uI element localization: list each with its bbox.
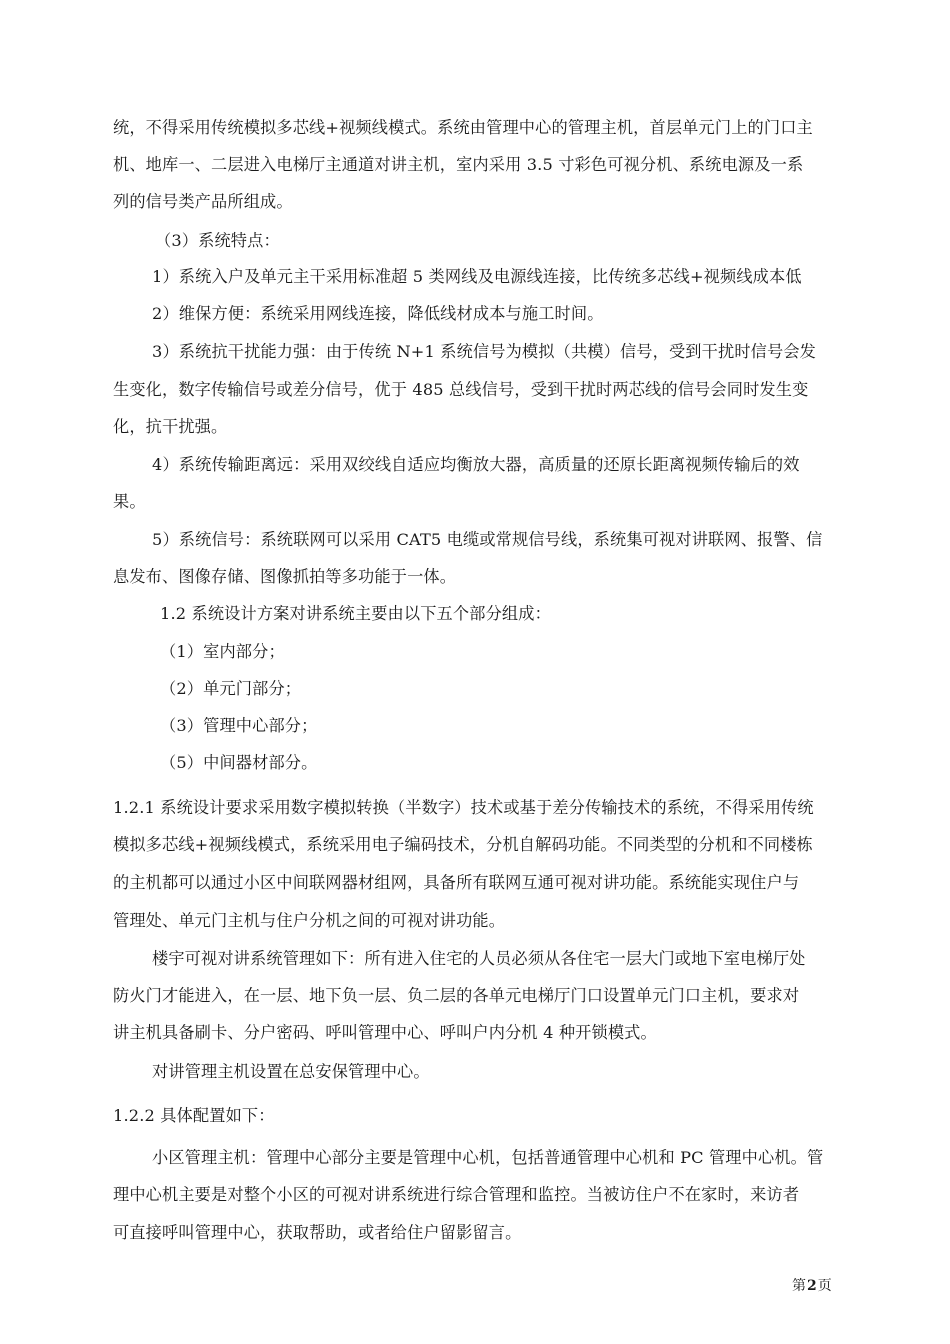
body-line: 模拟多芯线+视频线模式，系统采用电子编码技术，分机自解码功能。不同类型的分机和不同楼栋 xyxy=(113,835,813,854)
body-line: 的主机都可以通过小区中间联网器材组网，具备所有联网互通可视对讲功能。系统能实现住户与 xyxy=(113,873,800,892)
body-line: 讲主机具备刷卡、分户密码、呼叫管理中心、呼叫户内分机 4 种开锁模式。 xyxy=(113,1023,657,1042)
page-prefix: 第 xyxy=(792,1278,806,1294)
list-item: （3）管理中心部分； xyxy=(160,716,318,735)
list-item: 5）系统信号：系统联网可以采用 CAT5 电缆或常规信号线，系统集可视对讲联网、报警、信 xyxy=(152,530,823,549)
body-line: 对讲管理主机设置在总安保管理中心。 xyxy=(152,1062,430,1081)
body-line: 可直接呼叫管理中心，获取帮助，或者给住户留影留言。 xyxy=(113,1223,522,1242)
section-heading: 1.2.2 具体配置如下： xyxy=(113,1106,275,1125)
page-suffix: 页 xyxy=(817,1278,832,1294)
section-heading: 1.2 系统设计方案对讲系统主要由以下五个部分组成： xyxy=(160,604,551,623)
body-line: 统，不得采用传统模拟多芯线+视频线模式。系统由管理中心的管理主机，首层单元门上的门口主 xyxy=(113,118,813,137)
list-item: 2）维保方便：系统采用网线连接，降低线材成本与施工时间。 xyxy=(152,304,604,323)
body-line: 管理处、单元门主机与住户分机之间的可视对讲功能。 xyxy=(113,911,506,930)
page-footer xyxy=(792,1277,832,1295)
body-line: 生变化，数字传输信号或差分信号，优于 485 总线信号，受到干扰时两芯线的信号会同时发生变 xyxy=(113,380,809,399)
body-line: 楼宇可视对讲系统管理如下：所有进入住宅的人员必须从各住宅一层大门或地下室电梯厅处 xyxy=(152,949,806,968)
section-heading: （3）系统特点： xyxy=(155,231,280,250)
list-item: （1）室内部分； xyxy=(160,642,285,661)
body-line: 化，抗干扰强。 xyxy=(113,417,228,436)
body-line: 息发布、图像存储、图像抓拍等多功能于一体。 xyxy=(113,567,457,586)
list-item: （5）中间器材部分。 xyxy=(160,753,318,772)
body-line: 列的信号类产品所组成。 xyxy=(113,192,293,211)
list-item: （2）单元门部分； xyxy=(160,679,302,698)
body-line: 理中心机主要是对整个小区的可视对讲系统进行综合管理和监控。当被访住户不在家时，来访者 xyxy=(113,1185,800,1204)
body-line: 机、地库一、二层进入电梯厅主通道对讲主机，室内采用 3.5 寸彩色可视分机、系统电源及一系 xyxy=(113,155,804,174)
list-item: 3）系统抗干扰能力强：由于传统 N+1 系统信号为模拟（共模）信号，受到干扰时信号会发 xyxy=(152,342,817,361)
body-line: 1.2.1 系统设计要求采用数字模拟转换（半数字）技术或基于差分传输技术的系统，不得采用传统 xyxy=(113,798,814,817)
body-line: 小区管理主机：管理中心部分主要是管理中心机，包括普通管理中心机和 PC 管理中心机。管 xyxy=(152,1148,824,1167)
list-item: 1）系统入户及单元主干采用标准超 5 类网线及电源线连接，比传统多芯线+视频线成本低 xyxy=(152,267,802,286)
body-line: 防火门才能进入，在一层、地下负一层、负二层的各单元电梯厅门口设置单元门口主机，要求对 xyxy=(113,986,800,1005)
body-line: 果。 xyxy=(113,492,146,511)
list-item: 4）系统传输距离远：采用双绞线自适应均衡放大器，高质量的还原长距离视频传输后的效 xyxy=(152,455,800,474)
page-number: 2 xyxy=(807,1278,817,1294)
